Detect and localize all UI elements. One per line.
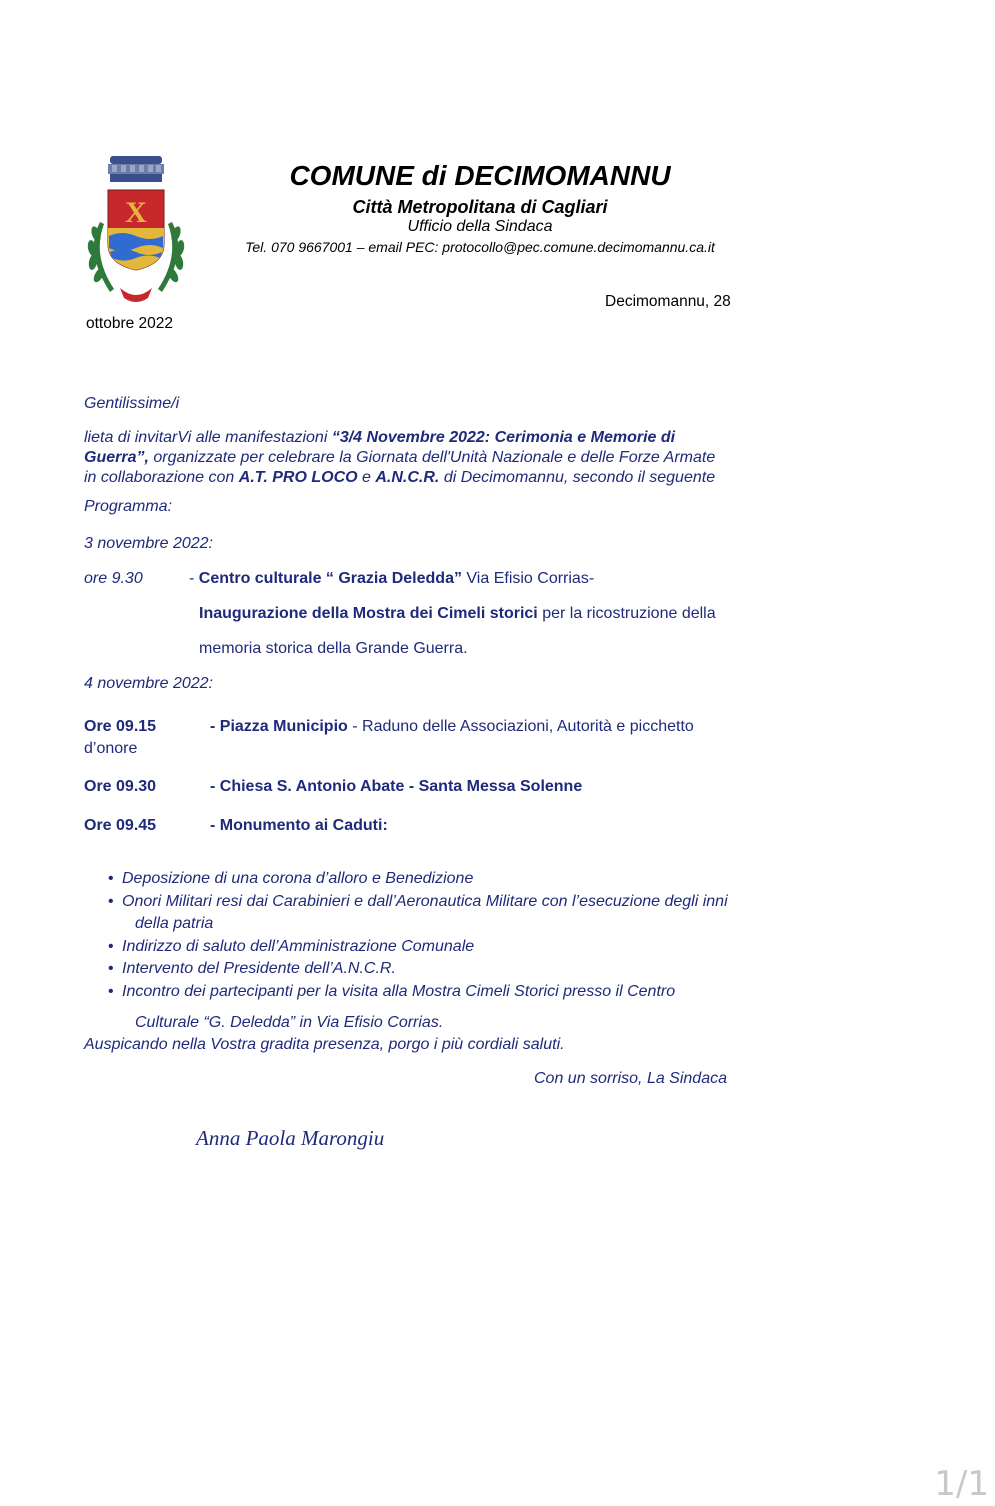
sign-off: Con un sorriso, La Sindaca — [534, 1070, 727, 1087]
event-name: Inaugurazione della Mostra dei Cimeli storici — [199, 605, 538, 622]
list-item-continuation: Culturale “G. Deledda” in Via Efisio Corrias. — [135, 1014, 444, 1031]
dash: - — [210, 817, 220, 834]
intro-text: organizzate per celebrare la Giornata dell'Unità Nazionale e delle Forze Armate — [148, 449, 716, 466]
list-item-continuation: della patria — [135, 915, 214, 932]
intro-text: di Decimomannu, secondo il seguente — [439, 469, 716, 486]
ribbon-icon — [120, 288, 152, 302]
event-title-end: Guerra”, — [84, 449, 149, 466]
intro-text: lieta di invitarVi alle manifestazioni — [84, 429, 332, 446]
intro-line-1 — [84, 429, 675, 447]
intro-text: e — [357, 469, 376, 486]
subtitle: Città Metropolitana di Cagliari — [352, 197, 608, 217]
list-item-text: Onori Militari resi dai Carabinieri e dall’Aeronautica Militare con l’esecuzione degli inni — [122, 892, 728, 910]
schedule-item — [210, 778, 582, 796]
contact-info: Tel. 070 9667001 – email PEC: protocollo@pec.comune.decimomannu.ca.it — [245, 239, 715, 255]
date-line-1: Decimomannu, 28 — [605, 293, 731, 310]
day1-event-line-2: memoria storica della Grande Guerra. — [199, 640, 468, 657]
list-item-text: Indirizzo di saluto dell’Amministrazione Comunale — [122, 937, 475, 955]
venue-name: Centro culturale “ Grazia Deledda” — [198, 570, 462, 587]
dash: - — [210, 718, 220, 735]
day1-event-line — [199, 605, 716, 623]
list-item — [108, 868, 728, 891]
list-item — [108, 891, 728, 936]
ceremony-list — [108, 868, 728, 1003]
schedule-time: Ore 09.15 — [84, 718, 157, 735]
day1-time: ore 9.30 — [84, 570, 143, 587]
date-line-2: ottobre 2022 — [86, 315, 174, 332]
day1-date: 3 novembre 2022: — [84, 535, 213, 552]
office-name: Ufficio della Sindaca — [407, 218, 553, 235]
dash: - — [189, 570, 199, 587]
dash: - — [210, 778, 220, 795]
greeting: Gentilissime/i — [84, 395, 180, 412]
program-label: Programma: — [84, 498, 173, 515]
closing-regards: Auspicando nella Vostra gradita presenza, porgo i più cordiali saluti. — [84, 1036, 565, 1053]
schedule-time: Ore 09.45 — [84, 817, 157, 834]
page-title: COMUNE di DECIMOMANNU — [289, 160, 671, 191]
list-item-text: Deposizione di una corona d’alloro e Benedizione — [122, 870, 474, 887]
page-indicator: 1/1 — [934, 1464, 989, 1504]
day2-date: 4 novembre 2022: — [84, 675, 213, 692]
list-item — [108, 981, 728, 1004]
intro-text: in collaborazione con — [84, 469, 239, 486]
schedule-place: Monumento ai Caduti: — [219, 817, 388, 834]
organizer-name: A.T. PRO LOCO — [238, 469, 358, 486]
venue-address: Via Efisio Corrias- — [461, 570, 595, 587]
intro-line-3 — [84, 469, 715, 487]
list-item-text: Intervento del Presidente dell’A.N.C.R. — [122, 960, 396, 977]
schedule-item — [210, 718, 694, 736]
svg-text:X: X — [125, 196, 147, 229]
intro-line-2 — [84, 449, 715, 467]
event-description: per la ricostruzione della — [537, 605, 716, 622]
list-item — [108, 936, 728, 959]
organizer-name: A.N.C.R. — [375, 469, 440, 486]
list-item-text: Incontro dei partecipanti per la visita alla Mostra Cimeli Storici presso il Centro — [122, 982, 676, 1000]
schedule-place: Piazza Municipio — [219, 718, 348, 735]
schedule-item-cont: d’onore — [84, 740, 138, 757]
list-item — [108, 958, 728, 981]
schedule-item — [210, 817, 388, 835]
schedule-time: Ore 09.30 — [84, 778, 157, 795]
day1-venue-line — [189, 570, 594, 588]
schedule-place: Chiesa S. Antonio Abate - Santa Messa Solenne — [219, 778, 583, 795]
signature: Anna Paola Marongiu — [196, 1126, 385, 1150]
event-title: “3/4 Novembre 2022: Cerimonia e Memorie di — [331, 429, 676, 446]
schedule-description: - Raduno delle Associazioni, Autorità e picchetto — [347, 718, 694, 735]
